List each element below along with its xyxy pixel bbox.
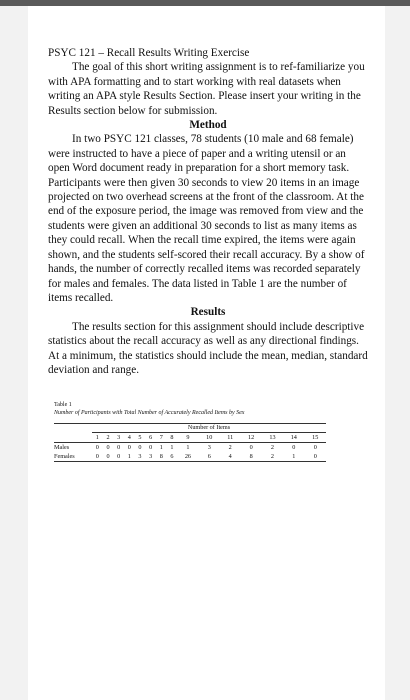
table-column-header: 11 xyxy=(220,433,241,443)
table-column-header: 3 xyxy=(113,433,124,443)
table-column-header: 7 xyxy=(156,433,167,443)
table-cell: 2 xyxy=(228,443,232,451)
table-column-header-row xyxy=(54,433,326,443)
table-cell: 0 xyxy=(106,443,110,451)
table-cell: 0 xyxy=(103,452,114,462)
table-cell: 0 xyxy=(292,443,296,451)
table-cell: 4 xyxy=(220,452,241,462)
table-cell: 2 xyxy=(270,443,275,451)
table-column-header: 9 xyxy=(177,433,198,443)
document-page xyxy=(28,6,385,700)
results-heading: Results xyxy=(190,306,226,319)
table-cell: 3 xyxy=(145,452,156,462)
method-paragraph: In two PSYC 121 classes, 78 students (10 male and 68 female) were instructed to have a piece of paper and a writing utensil or an open Word document ready in preparation for a short memory task. Participants were then given 30 seconds to view 20 items in an image projected on two overhead screens at the front of the classroom. At the end of the exposure period, the image was removed from view and the students were given an additional 30 seconds to list as many items as they could recall. When the recall time expired, the items were again shown, and the students self-scored their recall accuracy. By a show of hands, the number of correctly recalled items was recorded separately for males and females. The data listed in Table 1 are the number of items recalled. xyxy=(48,133,365,304)
table-column-header: 12 xyxy=(240,433,261,443)
table-column-header: 8 xyxy=(167,433,178,443)
table-spanner-header: Number of Items xyxy=(92,424,326,433)
table-column-header: 4 xyxy=(124,433,135,443)
table-column-header: 1 xyxy=(92,433,103,443)
table-body xyxy=(54,443,326,462)
table-cell: 0 xyxy=(138,443,142,451)
results-paragraph: The results section for this assignment should include descriptive statistics about the recall accuracy as well as any directional findings. At a minimum, the statistics should include the mean, median, standard deviation and range. xyxy=(48,320,368,376)
table-column-header: 6 xyxy=(145,433,156,443)
table-column-header: 2 xyxy=(103,433,114,443)
table-row xyxy=(54,443,326,453)
table-cell: 8 xyxy=(156,452,167,462)
table-cell: 1 xyxy=(170,443,174,451)
table-row-label: Males xyxy=(54,443,70,451)
table-cell: 0 xyxy=(92,452,103,462)
table-cell: 6 xyxy=(167,452,178,462)
intro-paragraph: The goal of this short writing assignment is to ref-familiarize you with APA formatting and to start working with real datasets when writing an APA style Results Section. Please insert your writing in the Results section below for submission. xyxy=(48,61,365,117)
table-corner-cell xyxy=(54,433,92,443)
table-cell: 26 xyxy=(177,452,198,462)
table-title: Number of Participants with Total Number of Accurately Recalled Items by Sex xyxy=(54,410,245,416)
table-cell: 0 xyxy=(117,443,121,451)
table-cell: 1 xyxy=(124,452,135,462)
table-cell: 6 xyxy=(199,452,220,462)
table-cell: 0 xyxy=(113,452,124,462)
table-label: Table 1 xyxy=(54,402,72,408)
table-column-header: 14 xyxy=(283,433,304,443)
table-spanner-row xyxy=(54,424,326,434)
table-cell: 0 xyxy=(127,443,131,451)
table-cell: 8 xyxy=(240,452,261,462)
table-column-header: 15 xyxy=(304,433,326,443)
table-1 xyxy=(54,401,354,462)
table-cell: 3 xyxy=(135,452,146,462)
method-heading: Method xyxy=(189,119,227,132)
table-corner-cell xyxy=(54,424,92,434)
table-cell: 1 xyxy=(186,443,190,451)
table-cell: 1 xyxy=(283,452,304,462)
table-cell: 0 xyxy=(95,443,99,451)
table-cell: 0 xyxy=(304,452,326,462)
table-cell: 0 xyxy=(149,443,153,451)
table-cell: 0 xyxy=(249,443,253,451)
table-row xyxy=(54,452,326,462)
recall-data-table xyxy=(54,423,326,462)
document-body xyxy=(48,46,368,377)
table-row-label: Females xyxy=(54,452,92,462)
table-column-header: 5 xyxy=(135,433,146,443)
table-column-header: 13 xyxy=(262,433,283,443)
table-column-header: 10 xyxy=(199,433,220,443)
table-cell: 3 xyxy=(207,443,211,451)
table-cell: 0 xyxy=(313,443,317,451)
document-title: PSYC 121 – Recall Results Writing Exercise xyxy=(48,47,250,59)
table-cell: 2 xyxy=(262,452,283,462)
table-cell: 1 xyxy=(159,443,163,451)
